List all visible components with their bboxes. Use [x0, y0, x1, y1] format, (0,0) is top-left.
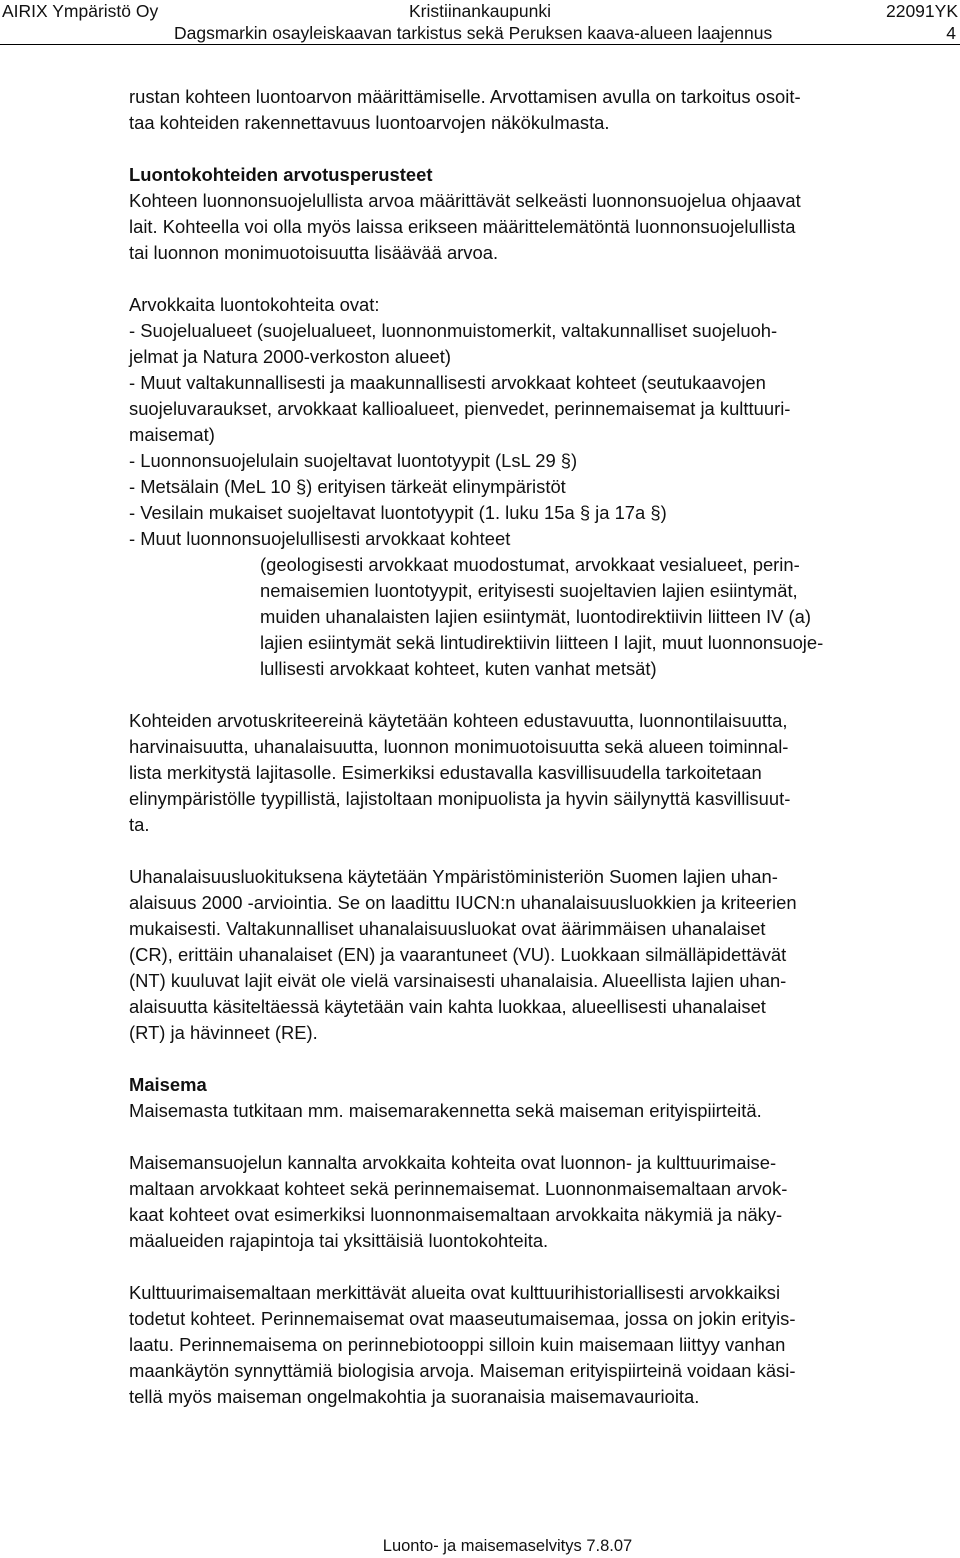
text-line: Kohteiden arvotuskriteereinä käytetään kohteen edustavuutta, luonnontilaisuutta,: [129, 710, 788, 731]
list-item: - Suojelualueet (suojelualueet, luonnonmuistomerkit, valtakunnalliset suojeluoh-: [129, 320, 778, 341]
header-divider: [0, 44, 960, 45]
list-intro: Arvokkaita luontokohteita ovat:: [129, 294, 380, 315]
section-heading-maisema: Maisema: [129, 1074, 207, 1095]
text-line: nemaisemien luontotyypit, erityisesti suojeltavien lajien esiintymät,: [260, 580, 798, 601]
maisema-intro: Maisemasta tutkitaan mm. maisemarakennetta sekä maiseman erityispiirteitä.: [129, 1100, 762, 1121]
text-line: tellä myös maiseman ongelmakohtia ja suoranaisia maisemavaurioita.: [129, 1386, 700, 1407]
text-line: alaisuus 2000 -arviointia. Se on laadittu IUCN:n uhanalaisuusluokkien ja kriteerien: [129, 892, 797, 913]
text-line: mukaisesti. Valtakunnalliset uhanalaisuusluokat ovat äärimmäisen uhanalaiset: [129, 918, 766, 939]
list-item: - Vesilain mukaiset suojeltavat luontotyypit (1. luku 15a § ja 17a §): [129, 502, 667, 523]
text-line: alaisuutta käsiteltäessä käytetään vain kahta luokkaa, alueellisesti uhanalaiset: [129, 996, 766, 1017]
list-item: - Luonnonsuojelulain suojeltavat luontotyypit (LsL 29 §): [129, 450, 578, 471]
list-item: maisemat): [129, 424, 215, 445]
text-line: mäalueiden rajapintoja tai yksittäisiä luontokohteita.: [129, 1230, 549, 1251]
text-line: maankäytön synnyttämiä biologisia arvoja. Maiseman erityispiirteinä voidaan käsi-: [129, 1360, 796, 1381]
header-bottom-line: [0, 22, 960, 44]
text-line: ta.: [129, 814, 150, 835]
header-municipality: Kristiinankaupunki: [408, 1, 552, 21]
valuable-sites-list: [129, 292, 929, 682]
arvotusperusteet-paragraph: [129, 188, 929, 266]
text-line: tai luonnon monimuotoisuutta lisäävää arvoa.: [129, 242, 499, 263]
text-line: Kohteen luonnonsuojelullista arvoa määrittävät selkeästi luonnonsuojelua ohjaavat: [129, 190, 801, 211]
text-line: (RT) ja hävinneet (RE).: [129, 1022, 318, 1043]
text-line: (NT) kuuluvat lajit eivät ole vielä varsinaisesti uhanalaisia. Alueellista lajien uhan-: [129, 970, 787, 991]
text-line: todetut kohteet. Perinnemaisemat ovat maaseutumaisemaa, jossa on jokin erityis-: [129, 1308, 796, 1329]
criteria-paragraph: [129, 708, 929, 838]
text-line: rustan kohteen luontoarvon määrittämiselle. Arvottamisen avulla on tarkoitus osoit-: [129, 86, 801, 107]
list-item: - Muut valtakunnallisesti ja maakunnallisesti arvokkaat kohteet (seutukaavojen: [129, 372, 766, 393]
header-top-line: [0, 0, 960, 22]
text-line: Uhanalaisuusluokituksena käytetään Ympäristöministeriön Suomen lajien uhan-: [129, 866, 778, 887]
threat-classification-paragraph: [129, 864, 929, 1046]
page-content: [129, 84, 929, 1410]
list-item: - Metsälain (MeL 10 §) erityisen tärkeät elinympäristöt: [129, 476, 566, 497]
header-company: AIRIX Ympäristö Oy: [2, 1, 159, 21]
text-line: taa kohteiden rakennettavuus luontoarvojen näkökulmasta.: [129, 112, 610, 133]
text-line: lista merkitystä lajitasolle. Esimerkiksi edustavalla kasvillisuudella tarkoitetaan: [129, 762, 762, 783]
text-line: muiden uhanalaisten lajien esiintymät, luontodirektiivin liitteen IV (a): [260, 606, 811, 627]
text-line: Maisemansuojelun kannalta arvokkaita kohteita ovat luonnon- ja kulttuurimaise-: [129, 1152, 777, 1173]
text-line: (geologisesti arvokkaat muodostumat, arvokkaat vesialueet, perin-: [260, 554, 800, 575]
text-line: Kulttuurimaisemaltaan merkittävät alueita ovat kulttuurihistoriallisesti arvokkaiksi: [129, 1282, 781, 1303]
list-item: - Muut luonnonsuojelullisesti arvokkaat kohteet: [129, 528, 511, 549]
text-line: laatu. Perinnemaisema on perinnebiotooppi silloin kuin maisemaan liittyy vanhan: [129, 1334, 786, 1355]
landscape-paragraph: [129, 1150, 929, 1254]
list-item: suojeluvaraukset, arvokkaat kallioalueet, pienvedet, perinnemaisemat ja kulttuuri-: [129, 398, 791, 419]
header-project-code: 22091YK: [885, 1, 958, 21]
header-document-title: Dagsmarkin osayleiskaavan tarkistus sekä Peruksen kaava-alueen laajennus: [174, 23, 773, 43]
text-line: lullisesti arvokkaat kohteet, kuten vanhat metsät): [260, 658, 657, 679]
list-item: jelmat ja Natura 2000-verkoston alueet): [129, 346, 452, 367]
text-line: maltaan arvokkaat kohteet sekä perinnemaisemat. Luonnonmaisemaltaan arvok-: [129, 1178, 788, 1199]
text-line: elinympäristölle tyypillistä, lajistoltaan monipuolista ja hyvin säilynyttä kasvillisuut-: [129, 788, 791, 809]
section-heading-arvotusperusteet: Luontokohteiden arvotusperusteet: [129, 164, 433, 185]
text-line: lajien esiintymät sekä lintudirektiivin liitteen I lajit, muut luonnonsuoje-: [260, 632, 824, 653]
text-line: lait. Kohteella voi olla myös laissa erikseen määrittelemätöntä luonnonsuojelullista: [129, 216, 796, 237]
text-line: (CR), erittäin uhanalaiset (EN) ja vaarantuneet (VU). Luokkaan silmälläpidettävät: [129, 944, 787, 965]
page-header: [0, 0, 960, 44]
intro-paragraph: [129, 84, 929, 136]
page-footer: Luonto- ja maisemaselvitys 7.8.07: [382, 1537, 633, 1555]
text-line: harvinaisuutta, uhanalaisuutta, luonnon monimuotoisuutta sekä alueen toiminnal-: [129, 736, 789, 757]
text-line: kaat kohteet ovat esimerkiksi luonnonmaisemaltaan arvokkaita näkymiä ja näky-: [129, 1204, 783, 1225]
list-item-details: [129, 552, 929, 682]
cultural-landscape-paragraph: [129, 1280, 929, 1410]
header-page-number: 4: [946, 23, 956, 43]
